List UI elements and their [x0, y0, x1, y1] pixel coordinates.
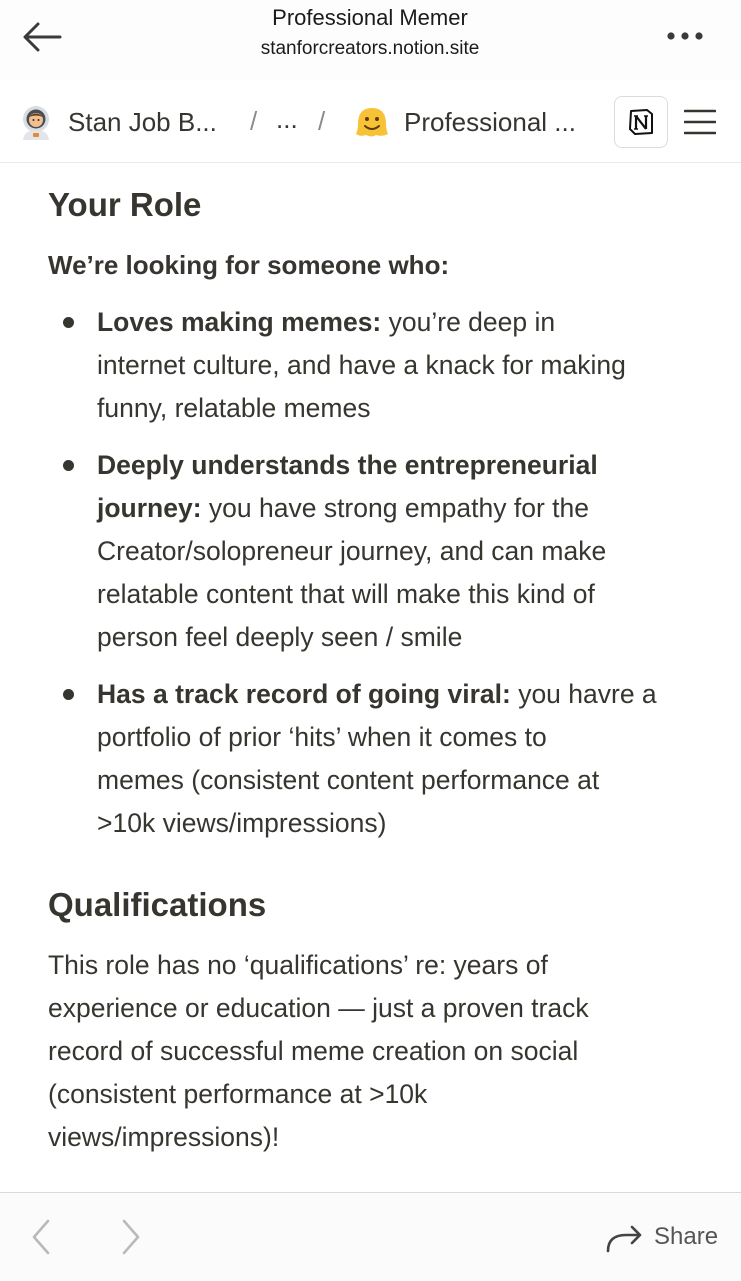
list-item-rest: internet culture, and have a knack for making	[97, 350, 626, 380]
notion-logo-button[interactable]	[614, 96, 668, 148]
qualifications-heading: Qualifications	[48, 886, 267, 923]
navigate-back-button[interactable]	[28, 1217, 54, 1257]
bullet-dot	[63, 689, 74, 700]
chevron-left-icon	[28, 1217, 54, 1257]
browser-top-bar	[0, 0, 741, 80]
breadcrumb-item-current-page[interactable]	[354, 104, 576, 140]
breadcrumb-ellipsis[interactable]: ...	[276, 104, 298, 134]
paragraph-line: views/impressions)!	[48, 1122, 280, 1152]
list-item-rest: relatable content that will make this kind of	[97, 579, 595, 609]
page-url: stanforcreators.notion.site	[260, 38, 480, 59]
more-horizontal-icon	[662, 22, 708, 50]
list-item-text	[97, 301, 707, 430]
more-options-button[interactable]	[662, 22, 708, 50]
bullet-dot	[63, 460, 74, 471]
list-item-rest: >10k views/impressions)	[97, 808, 387, 838]
breadcrumb-label: Professional ...	[404, 106, 576, 137]
bullet-dot	[63, 317, 74, 328]
list-item-rest: you’re deep in	[381, 307, 556, 337]
back-button[interactable]	[20, 18, 64, 56]
list-item-rest: funny, relatable memes	[97, 393, 371, 423]
qualifications-paragraph	[48, 944, 688, 1159]
breadcrumb-separator: /	[318, 106, 326, 136]
menu-button[interactable]	[684, 108, 716, 136]
paragraph-line: record of successful meme creation on social	[48, 1036, 579, 1066]
paragraph-line: (consistent performance at >10k	[48, 1079, 428, 1109]
chevron-right-icon	[118, 1217, 144, 1257]
list-item-rest: portfolio of prior ‘hits’ when it comes to	[97, 722, 547, 752]
role-lead: We’re looking for someone who:	[48, 250, 450, 280]
list-item-text	[97, 444, 707, 659]
share-arrow-icon	[604, 1221, 644, 1253]
list-item-text	[97, 673, 707, 845]
role-heading: Your Role	[48, 186, 202, 223]
melting-face-emoji-icon	[354, 104, 390, 140]
breadcrumb-item-workspace[interactable]	[18, 104, 217, 140]
list-item-rest: Creator/solopreneur journey, and can make	[97, 536, 607, 566]
navigate-forward-button[interactable]	[118, 1217, 144, 1257]
bottom-toolbar	[0, 1192, 741, 1281]
list-item-rest: you have strong empathy for the	[201, 493, 589, 523]
arrow-left-icon	[20, 18, 64, 56]
hamburger-menu-icon	[684, 108, 716, 136]
list-item-rest: you havre a	[510, 679, 657, 709]
page-title: Professional Memer	[272, 5, 468, 30]
notion-header	[0, 80, 741, 163]
paragraph-line: This role has no ‘qualifications’ re: years of	[48, 950, 548, 980]
list-item-bold: Has a track record of going viral:	[97, 679, 511, 709]
list-item-bold: Deeply understands the entrepreneurial	[97, 450, 598, 480]
share-button[interactable]	[604, 1219, 718, 1255]
list-item-bold: journey:	[97, 493, 202, 523]
browser-title-block	[120, 4, 620, 64]
breadcrumb-separator: /	[250, 106, 258, 136]
list-item-rest: memes (consistent content performance at	[97, 765, 600, 795]
share-label: Share	[654, 1223, 719, 1250]
list-item-bold: Loves making memes:	[97, 307, 382, 337]
astronaut-emoji-icon	[18, 104, 54, 140]
breadcrumb-label: Stan Job B...	[68, 106, 217, 137]
paragraph-line: experience or education — just a proven track	[48, 993, 589, 1023]
list-item-rest: person feel deeply seen / smile	[97, 622, 463, 652]
notion-logo-icon	[627, 108, 655, 136]
